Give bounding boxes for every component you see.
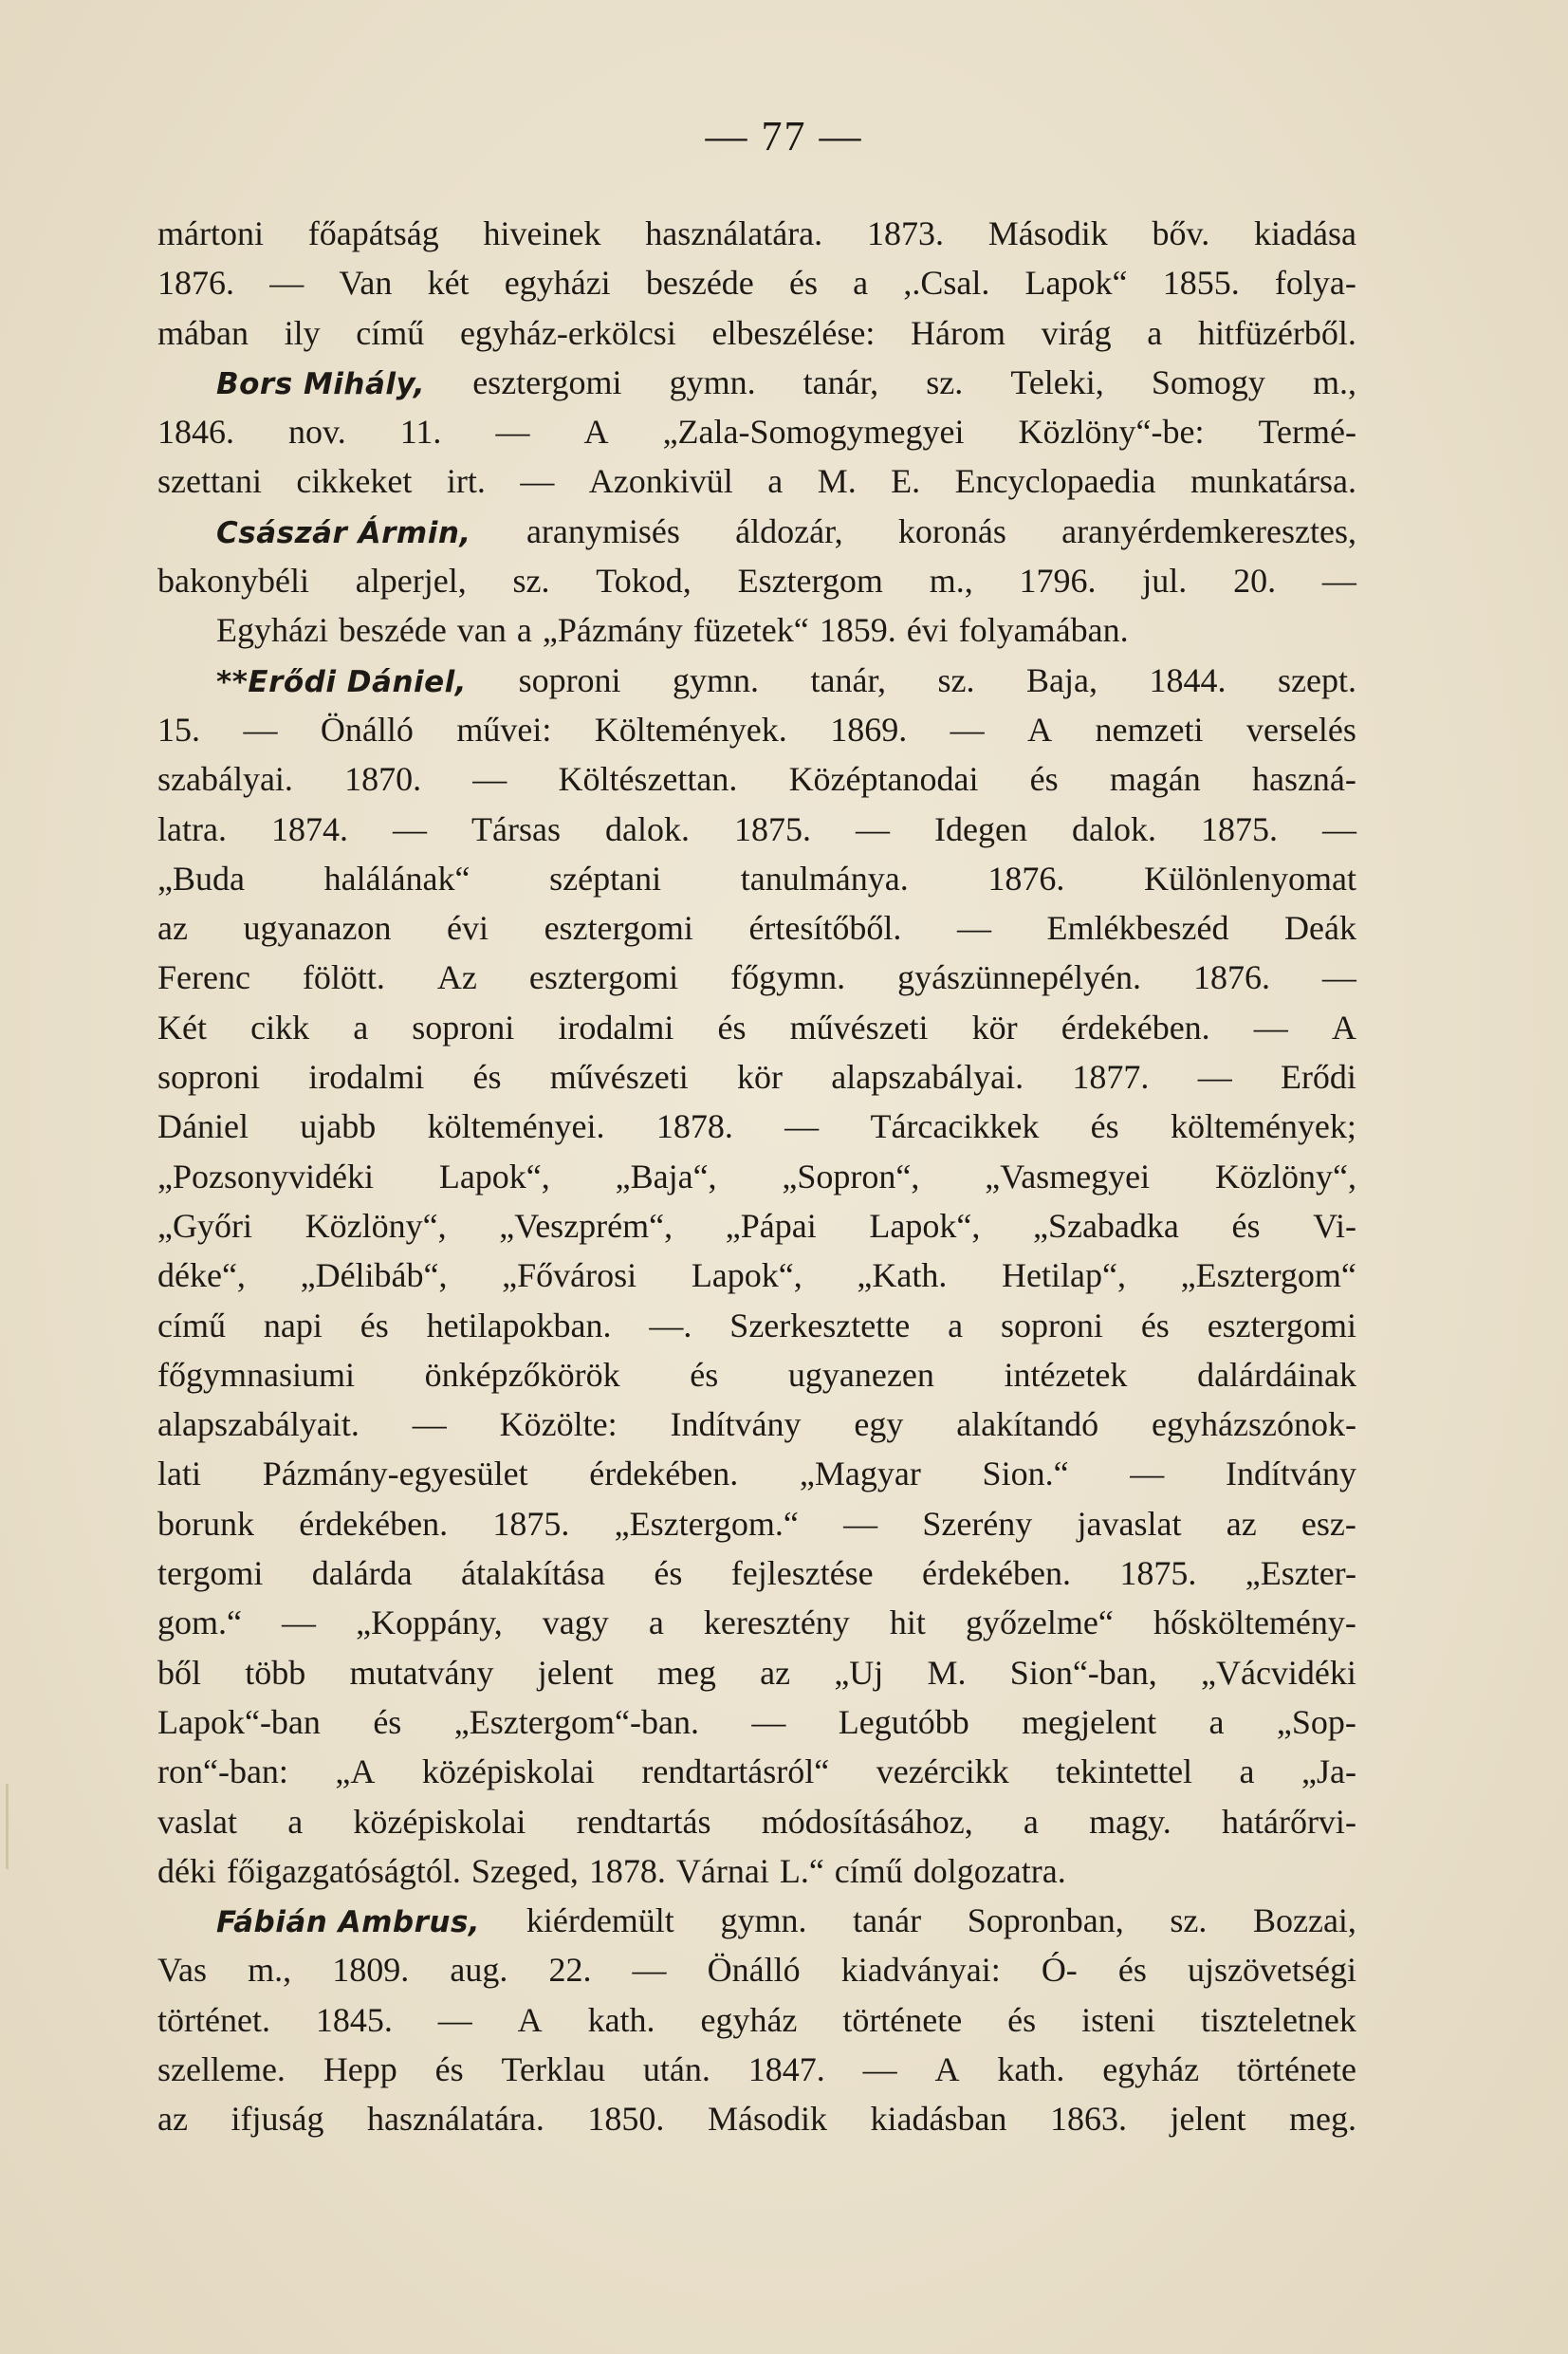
text-line: című napi és hetilapokban. —. Szerkesztette a soproni és esztergomi: [157, 1306, 1356, 1344]
text-line: mártoni főapátság hiveinek használatára. 1873. Második bőv. kiadása: [157, 214, 1356, 252]
text-line: ron“-ban: „A középiskolai rendtartásról“ vezércikk tekintettel a „Ja-: [157, 1752, 1356, 1791]
text-line: vaslat a középiskolai rendtartás módosításához, a magy. határőrvi-: [157, 1802, 1356, 1841]
text-line: „Győri Közlöny“, „Veszprém“, „Pápai Lapok“, „Szabadka és Vi-: [157, 1206, 1356, 1245]
body-text: [157, 209, 1356, 2144]
text-line: az ifjuság használatára. 1850. Második kiadásban 1863. jelent meg.: [157, 2100, 1356, 2139]
text-line: „Pozsonyvidéki Lapok“, „Baja“, „Sopron“, „Vasmegyei Közlöny“,: [157, 1157, 1356, 1196]
text-line: az ugyanazon évi esztergomi értesítőből. — Emlékbeszéd Deák: [157, 909, 1356, 948]
text-line: déki főigazgatóságtól. Szeged, 1878. Várnai L.“ című dolgozatra.: [157, 1851, 1066, 1890]
text-line: Egyházi beszéde van a „Pázmány füzetek“ 1859. évi folyamában.: [216, 611, 1129, 650]
text-line: gom.“ — „Koppány, vagy a keresztény hit győzelme“ hősköltemény-: [157, 1603, 1356, 1642]
text-line: szabályai. 1870. — Költészettan. Középtanodai és magán haszná-: [157, 760, 1356, 799]
page-edge-shadow: [6, 1784, 9, 1869]
text-line: Bors Mihály, esztergomi gymn. tanár, sz. Teleki, Somogy m.,: [157, 358, 1356, 407]
text-line: borunk érdekében. 1875. „Esztergom.“ — Szerény javaslat az esz-: [157, 1504, 1356, 1543]
text-line: szelleme. Hepp és Terklau után. 1847. — A kath. egyház története: [157, 2049, 1356, 2088]
text-line: Lapok“-ban és „Esztergom“-ban. — Legutóbb megjelent a „Sop-: [157, 1702, 1356, 1741]
text-line: alapszabályait. — Közölte: Indítvány egy alakítandó egyházszónok-: [157, 1405, 1356, 1444]
text-line: Dániel ujabb költeményei. 1878. — Tárcacikkek és költemények;: [157, 1107, 1356, 1146]
person-name: Bors Mihály,: [216, 366, 426, 401]
text-line: 15. — Önálló művei: Költemények. 1869. — A nemzeti verselés: [157, 710, 1356, 749]
text-line: Vas m., 1809. aug. 22. — Önálló kiadványai: Ó- és ujszövetségi: [157, 1951, 1356, 1990]
text-line: latra. 1874. — Társas dalok. 1875. — Idegen dalok. 1875. —: [157, 809, 1356, 848]
text-line: történet. 1845. — A kath. egyház története és isteni tiszteletnek: [157, 2000, 1356, 2039]
text-line: 1846. nov. 11. — A „Zala-Somogymegyei Közlöny“-be: Termé-: [157, 413, 1356, 452]
text-line: Császár Ármin, aranymisés áldozár, koronás aranyérdemkeresztes,: [157, 507, 1356, 556]
person-name: **Erődi Dániel,: [216, 664, 468, 699]
text-line: **Erődi Dániel, soproni gymn. tanár, sz. Baja, 1844. szept.: [157, 656, 1356, 705]
text-line: tergomi dalárda átalakítása és fejlesztése érdekében. 1875. „Eszter-: [157, 1554, 1356, 1593]
text-line: soproni irodalmi és művészeti kör alapszabályai. 1877. — Erődi: [157, 1058, 1356, 1097]
page-number: — 77 —: [705, 113, 863, 159]
text-line: Fábián Ambrus, kiérdemült gymn. tanár Sopronban, sz. Bozzai,: [157, 1896, 1356, 1945]
text-line: lati Pázmány-egyesület érdekében. „Magyar Sion.“ — Indítvány: [157, 1455, 1356, 1493]
text-line: ből több mutatvány jelent meg az „Uj M. Sion“-ban, „Vácvidéki: [157, 1653, 1356, 1692]
text-line: szettani cikkeket irt. — Azonkivül a M. E. Encyclopaedia munkatársa.: [157, 462, 1356, 501]
person-name: Fábián Ambrus,: [216, 1905, 481, 1940]
text-line: „Buda halálának“ széptani tanulmánya. 1876. Különlenyomat: [157, 859, 1356, 898]
text-line: 1876. — Van két egyházi beszéde és a ,.Csal. Lapok“ 1855. folya-: [157, 264, 1356, 303]
text-line: Ferenc fölött. Az esztergomi főgymn. gyászünnepélyén. 1876. —: [157, 958, 1356, 997]
person-name: Császár Ármin,: [216, 515, 471, 550]
text-line: déke“, „Délibáb“, „Fővárosi Lapok“, „Kath. Hetilap“, „Esztergom“: [157, 1256, 1356, 1295]
text-line: bakonybéli alperjel, sz. Tokod, Esztergom m., 1796. jul. 20. —: [157, 562, 1356, 601]
text-line: Két cikk a soproni irodalmi és művészeti kör érdekében. — A: [157, 1008, 1356, 1047]
text-line: mában ily című egyház-erkölcsi elbeszélése: Három virág a hitfüzérből.: [157, 313, 1356, 352]
text-line: főgymnasiumi önképzőkörök és ugyanezen intézetek dalárdáinak: [157, 1355, 1356, 1394]
